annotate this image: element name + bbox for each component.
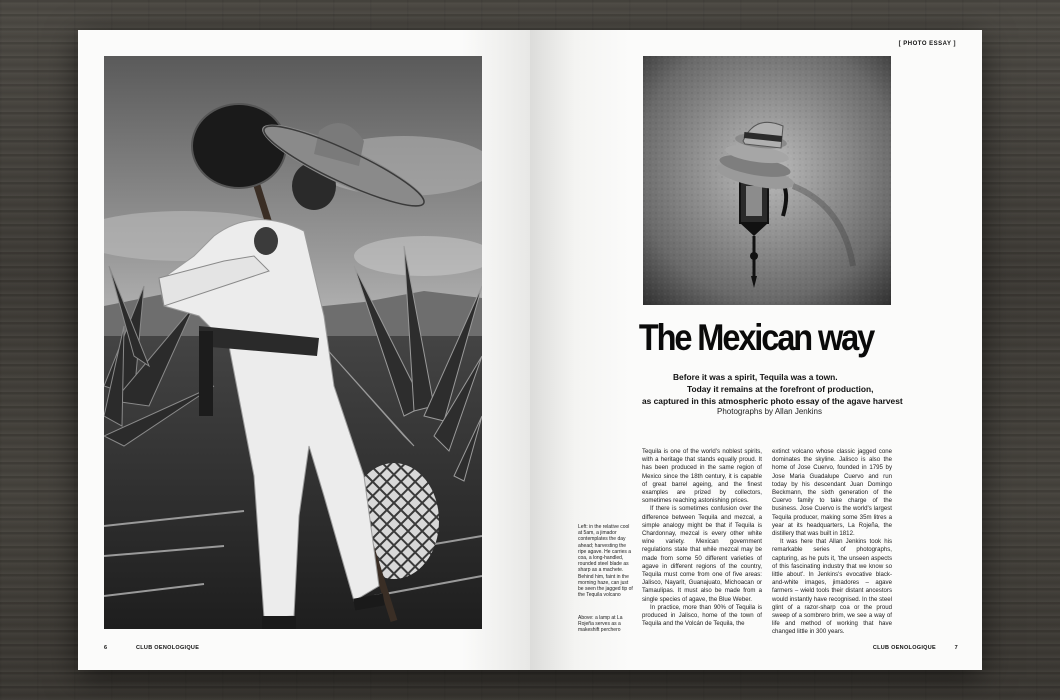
body-column-2 [772, 448, 892, 637]
article-headline: The Mexican way [638, 317, 874, 358]
paragraph: If there is sometimes confusion over the difference between Tequila and mezcal, a simple analogy might be that if Tequila is Chardonnay, mezcal is every other white wine variety. Mexican government regulations state that while mezcal may be made from some 50 different varieties of agave in different regions of the country, Tequila must come from one of five areas: Jalisco, Nayarit, Guanajuato, Michoacan or Tamaulipas. It must also be made from a single species of agave, the Blue Weber. [642, 505, 762, 603]
jimador-photo [104, 56, 482, 629]
paragraph: extinct volcano whose classic jagged cone dominates the skyline. Jalisco is also the home of Jose Cuervo, founded in 1795 by Jose Maria Guadalupe Cuervo and run today by his descendant Juan Domingo Beckmann, the sixth generation of the Cuervo family to take charge of the business. Jose Cuervo is the world's largest Tequila producer, making some 35m litres a year at its headquarters, La Rojeña, the distillery that was built in 1812. [772, 448, 892, 538]
left-page [78, 30, 530, 670]
body-column-1 [642, 448, 762, 628]
photo-caption-left: Left: in the relative cool at 5am, a jimador contemplates the day ahead; harvesting the ripe agave. He carries a coa, a long-handled, rounded steel blade as sharp as a machete. Behind him, faint in the morning haze, can just be seen the jagged tip of the Tequila volcano [578, 524, 633, 599]
paragraph: Tequila is one of the world's noblest spirits, with a heritage that stands equally proud. It has been produced in the same region of Mexico since the 18th century, it is capable of great barrel ageing, and the finest examples are prized by collectors, sometimes reaching astonishing prices. [642, 448, 762, 505]
magazine-spread [78, 30, 982, 670]
page-number-left: 6 [104, 645, 108, 651]
standfirst-line-1: Before it was a spirit, Tequila was a town. [673, 372, 838, 382]
photo-caption-above: Above: a lamp at La Rojeña serves as a makeshift perchero [578, 615, 623, 634]
right-page [530, 30, 982, 670]
standfirst-line-3: as captured in this atmospheric photo essay of the agave harvest [642, 396, 903, 406]
brand-footer-left: CLUB OENOLOGIQUE [136, 645, 200, 651]
section-tag: [ PHOTO ESSAY ] [898, 41, 956, 47]
paragraph: It was here that Allan Jenkins took his remarkable series of photographs, capturing, as he puts it, 'the unseen aspects of this fascinating industry that we know so little about'. In Jenkins's evocative black-and-white images, jimadores – agave farmers – wield tools their distant ancestors would instantly have recognised. In the steel glint of a razor-sharp coa or the proud sweep of a sombrero brim, we see a way of life and method of working that have changed little in 300 years. [772, 538, 892, 636]
photo-byline: Photographs by Allan Jenkins [717, 407, 822, 416]
page-number-right: 7 [954, 645, 958, 651]
standfirst-line-2: Today it remains at the forefront of production, [687, 384, 874, 394]
brand-footer-right: CLUB OENOLOGIQUE [872, 645, 936, 651]
hats-on-lamp-photo [643, 56, 891, 305]
paragraph: In practice, more than 90% of Tequila is produced in Jalisco, home of the town of Tequila and the Volcán de Tequila, the [642, 603, 762, 628]
